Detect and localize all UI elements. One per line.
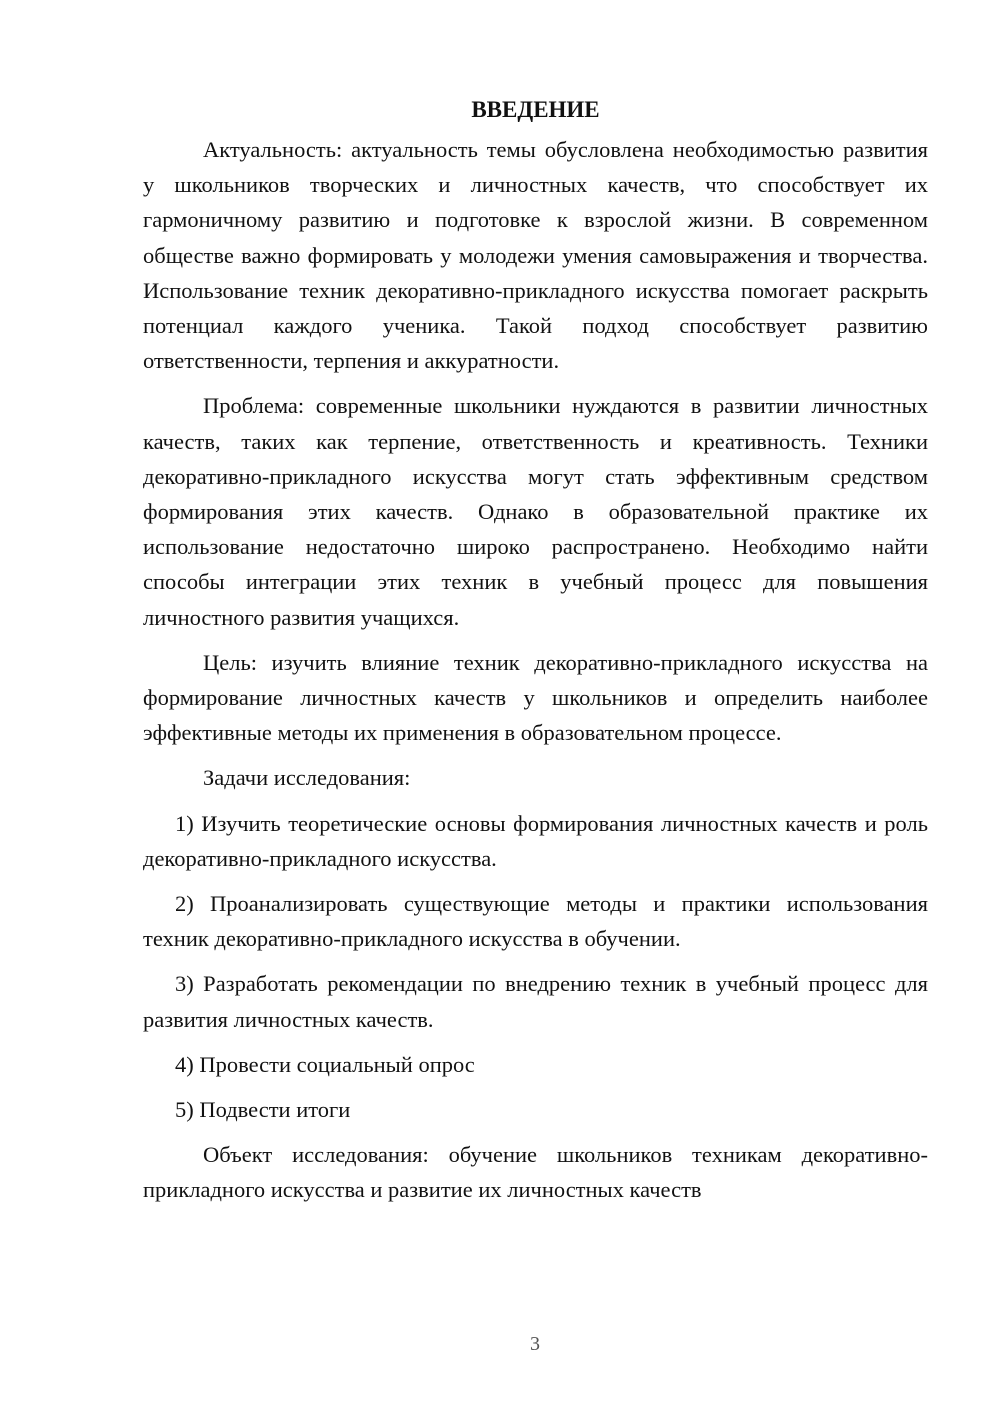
task-item-4: 4) Провести социальный опрос xyxy=(175,1051,475,1077)
task-item-2: 2) Проанализировать существующие методы и практики использования техник декоративно-прикладного искусства в обучении. xyxy=(143,891,928,952)
tasks-heading: Задачи исследования: xyxy=(203,765,411,791)
task-item-5: 5) Подвести итоги xyxy=(175,1097,351,1123)
page-number: 3 xyxy=(530,1333,540,1355)
task-item-1: 1) Изучить теоретические основы формирования личностных качеств и роль декоративно-прикладного искусства. xyxy=(143,810,928,871)
task-item-3: 3) Разработать рекомендации по внедрению техник в учебный процесс для развития личностных качеств. xyxy=(143,971,928,1032)
problem-paragraph: Проблема: современные школьники нуждаются в развитии личностных качеств, таких как терпение, ответственность и креативность. Техники декоративно-прикладного искусства могут стать эффективным средством формирования этих качеств. Однако в образовательной практике их использование недостаточно широко распространено. Необходимо найти способы интеграции этих техник в учебный процесс для повышения личностного развития учащихся. xyxy=(143,393,928,630)
goal-paragraph: Цель: изучить влияние техник декоративно-прикладного искусства на формирование личностных качеств у школьников и определить наиболее эффективные методы их применения в образовательном процессе. xyxy=(143,649,928,746)
section-heading: ВВЕДЕНИЕ xyxy=(471,97,600,122)
document-page xyxy=(143,92,928,1218)
object-paragraph: Объект исследования: обучение школьников техникам декоративно-прикладного искусства и развитие их личностных качеств xyxy=(143,1142,928,1203)
relevance-paragraph: Актуальность: актуальность темы обусловлена необходимостью развития у школьников творческих и личностных качеств, что способствует их гармоничному развитию и подготовке к взрослой жизни. В современном обществе важно формировать у молодежи умения самовыражения и творчества. Использование техник декоративно-прикладного искусства помогает раскрыть потенциал каждого ученика. Такой подход способствует развитию ответственности, терпения и аккуратности. xyxy=(143,137,928,374)
